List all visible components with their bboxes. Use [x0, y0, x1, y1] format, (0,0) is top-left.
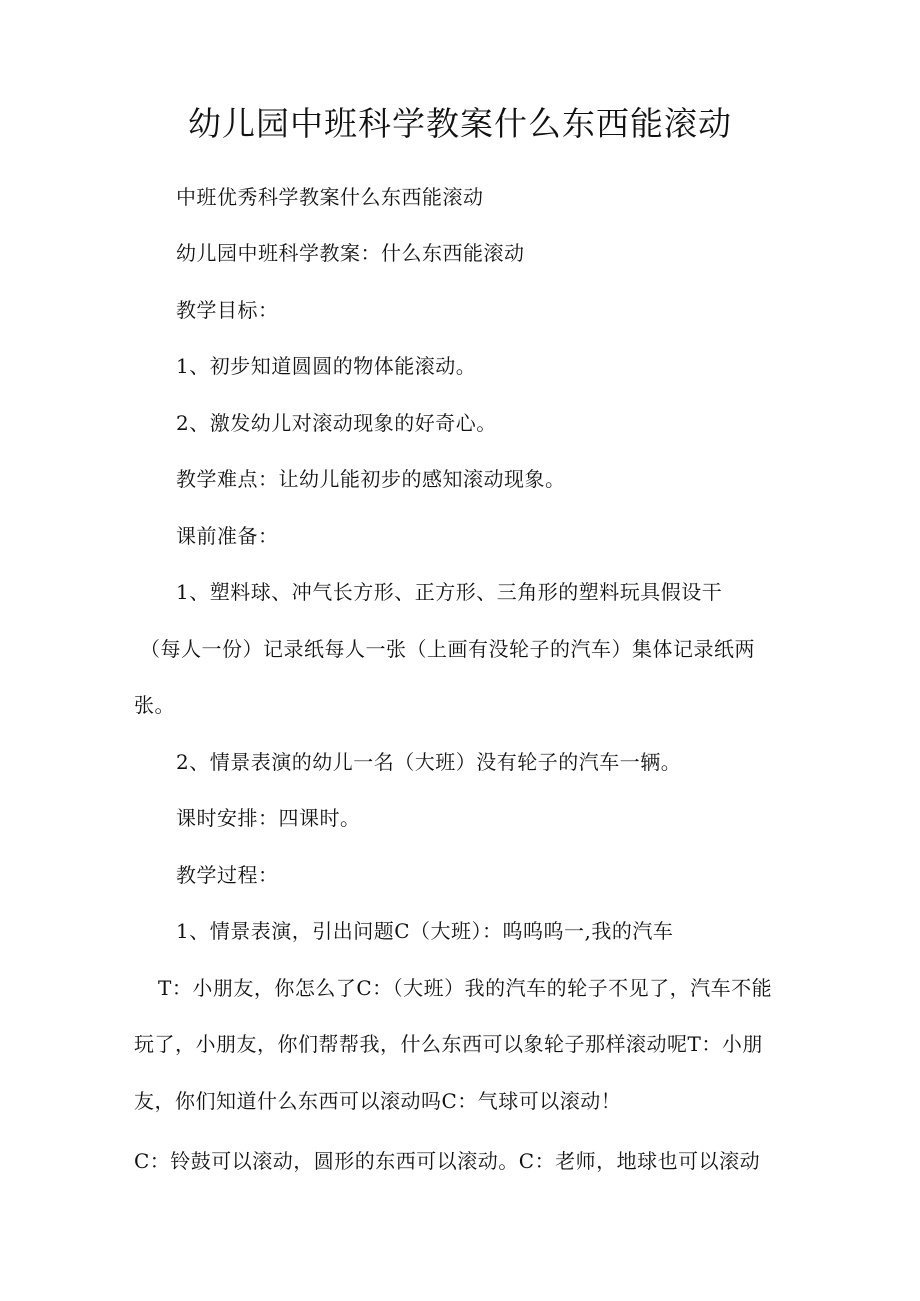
paragraph-line: 课时安排：四课时。: [176, 806, 361, 830]
paragraph-line: 友，你们知道什么东西可以滚动吗C：气球可以滚动！: [134, 1089, 622, 1113]
paragraph-line: 中班优秀科学教案什么东西能滚动: [176, 185, 484, 209]
section-heading: 课前准备：: [176, 524, 279, 548]
paragraph-line: 张。: [134, 693, 175, 717]
paragraph-line: 2、情景表演的幼儿一名（大班）没有轮子的汽车一辆。: [176, 750, 682, 774]
paragraph-line: T：小朋友，你怎么了C：（大班）我的汽车的轮子不见了，汽车不能: [158, 976, 773, 1000]
paragraph-line: 玩了，小朋友，你们帮帮我，什么东西可以象轮子那样滚动呢T：小朋: [134, 1032, 763, 1056]
paragraph-line: 1、塑料球、冲气长方形、正方形、三角形的塑料玩具假设干: [176, 580, 723, 604]
paragraph-line: 1、初步知道圆圆的物体能滚动。: [176, 354, 477, 378]
section-heading: 教学目标：: [176, 298, 279, 322]
paragraph-line: 1、情景表演，引出问题C（大班）：呜呜呜一,我的汽车: [176, 919, 674, 943]
paragraph-line: 教学难点：让幼儿能初步的感知滚动现象。: [176, 467, 566, 491]
paragraph-line: 2、激发幼儿对滚动现象的好奇心。: [176, 411, 497, 435]
paragraph-line: （每人一份）记录纸每人一张（上画有没轮子的汽车）集体记录纸两: [140, 637, 755, 661]
paragraph-line: 幼儿园中班科学教案：什么东西能滚动: [176, 241, 525, 265]
section-heading: 教学过程：: [176, 863, 279, 887]
paragraph-line: C：铃鼓可以滚动，圆形的东西可以滚动。C：老师，地球也可以滚动: [134, 1149, 761, 1173]
document-title: 幼儿园中班科学教案什么东西能滚动: [188, 104, 732, 143]
